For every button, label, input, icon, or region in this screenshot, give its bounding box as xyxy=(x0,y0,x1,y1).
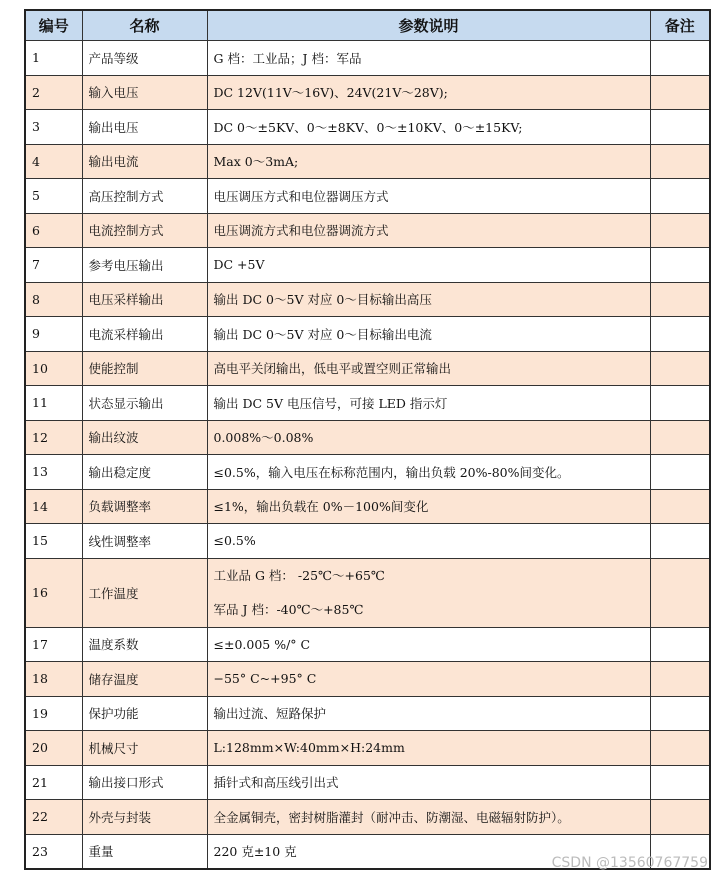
cell-name: 电流控制方式 xyxy=(82,213,207,248)
description-line: −55° C~+95° C xyxy=(213,671,317,687)
header-description: 参数说明 xyxy=(207,10,650,41)
cell-no: 10 xyxy=(25,351,82,386)
cell-name: 线性调整率 xyxy=(82,524,207,559)
cell-note xyxy=(650,696,710,731)
table-row xyxy=(25,524,710,559)
cell-no: 17 xyxy=(25,627,82,662)
cell-description xyxy=(207,558,650,627)
cell-name: 输出稳定度 xyxy=(82,455,207,490)
table-row xyxy=(25,386,710,421)
cell-name: 机械尺寸 xyxy=(82,731,207,766)
cell-note xyxy=(650,731,710,766)
header-no: 编号 xyxy=(25,10,82,41)
description-line: 输出 DC 5V 电压信号，可接 LED 指示灯 xyxy=(213,395,448,411)
cell-description xyxy=(207,144,650,179)
cell-name: 电压采样输出 xyxy=(82,282,207,317)
cell-no: 7 xyxy=(25,248,82,283)
cell-description xyxy=(207,662,650,697)
cell-description xyxy=(207,386,650,421)
description-line: 插针式和高压线引出式 xyxy=(213,775,339,791)
cell-no: 2 xyxy=(25,75,82,110)
cell-note xyxy=(650,41,710,76)
cell-no: 8 xyxy=(25,282,82,317)
description-line: 0.008%～0.08% xyxy=(213,430,314,446)
table-row xyxy=(25,489,710,524)
cell-name: 输入电压 xyxy=(82,75,207,110)
cell-note xyxy=(650,144,710,179)
cell-note xyxy=(650,248,710,283)
cell-name: 输出电压 xyxy=(82,110,207,145)
cell-description xyxy=(207,282,650,317)
table-row xyxy=(25,800,710,835)
cell-no: 6 xyxy=(25,213,82,248)
description-line: Max 0～3mA; xyxy=(213,154,299,170)
cell-description xyxy=(207,317,650,352)
cell-note xyxy=(650,282,710,317)
description-line: L:128mm×W:40mm×H:24mm xyxy=(213,740,405,756)
cell-description xyxy=(207,213,650,248)
cell-name: 负载调整率 xyxy=(82,489,207,524)
cell-description xyxy=(207,731,650,766)
table-row xyxy=(25,213,710,248)
cell-description xyxy=(207,248,650,283)
cell-note xyxy=(650,524,710,559)
description-line: DC +5V xyxy=(213,257,265,273)
header-note: 备注 xyxy=(650,10,710,41)
description-line: 军品 J 档：-40℃～+85℃ xyxy=(213,601,364,617)
description-line: G 档：工业品；J 档：军品 xyxy=(213,50,362,66)
table-row xyxy=(25,765,710,800)
cell-description xyxy=(207,179,650,214)
cell-note xyxy=(650,213,710,248)
cell-note xyxy=(650,110,710,145)
cell-no: 16 xyxy=(25,558,82,627)
cell-description xyxy=(207,75,650,110)
cell-note xyxy=(650,627,710,662)
cell-name: 产品等级 xyxy=(82,41,207,76)
description-line: 全金属铜壳，密封树脂灌封（耐冲击、防潮湿、电磁辐射防护）。 xyxy=(213,809,570,825)
cell-name: 重量 xyxy=(82,834,207,869)
cell-no: 12 xyxy=(25,420,82,455)
description-line: DC 12V(11V～16V)、24V(21V～28V); xyxy=(213,85,448,101)
cell-no: 3 xyxy=(25,110,82,145)
description-line: 输出过流、短路保护 xyxy=(213,706,327,722)
table-row xyxy=(25,558,710,627)
cell-note xyxy=(650,317,710,352)
cell-no: 9 xyxy=(25,317,82,352)
cell-no: 13 xyxy=(25,455,82,490)
cell-note xyxy=(650,386,710,421)
cell-description xyxy=(207,420,650,455)
cell-no: 18 xyxy=(25,662,82,697)
header-row xyxy=(25,10,710,41)
cell-description xyxy=(207,41,650,76)
table-row xyxy=(25,41,710,76)
table-row xyxy=(25,731,710,766)
table-row xyxy=(25,75,710,110)
table-row xyxy=(25,696,710,731)
cell-description xyxy=(207,455,650,490)
table-row xyxy=(25,110,710,145)
description-line: 电压调压方式和电位器调压方式 xyxy=(213,188,389,204)
table-row xyxy=(25,627,710,662)
description-line: 电压调流方式和电位器调流方式 xyxy=(213,223,389,239)
cell-name: 工作温度 xyxy=(82,558,207,627)
cell-name: 电流采样输出 xyxy=(82,317,207,352)
description-line: 输出 DC 0～5V 对应 0～目标输出电流 xyxy=(213,326,432,342)
cell-name: 状态显示输出 xyxy=(82,386,207,421)
cell-no: 22 xyxy=(25,800,82,835)
table-row xyxy=(25,662,710,697)
table-row xyxy=(25,248,710,283)
cell-name: 保护功能 xyxy=(82,696,207,731)
header-name: 名称 xyxy=(82,10,207,41)
cell-note xyxy=(650,558,710,627)
cell-description xyxy=(207,627,650,662)
cell-note xyxy=(650,765,710,800)
cell-no: 19 xyxy=(25,696,82,731)
cell-name: 高压控制方式 xyxy=(82,179,207,214)
table-row xyxy=(25,144,710,179)
table-row xyxy=(25,455,710,490)
cell-no: 4 xyxy=(25,144,82,179)
cell-no: 21 xyxy=(25,765,82,800)
cell-name: 外壳与封装 xyxy=(82,800,207,835)
cell-name: 使能控制 xyxy=(82,351,207,386)
description-line: 输出 DC 0～5V 对应 0～目标输出高压 xyxy=(213,292,432,308)
cell-note xyxy=(650,351,710,386)
cell-name: 温度系数 xyxy=(82,627,207,662)
cell-no: 23 xyxy=(25,834,82,869)
table-row xyxy=(25,282,710,317)
table-row xyxy=(25,317,710,352)
cell-name: 输出纹波 xyxy=(82,420,207,455)
watermark: CSDN @13560767759 xyxy=(551,855,708,871)
cell-note xyxy=(650,179,710,214)
cell-note xyxy=(650,455,710,490)
cell-description xyxy=(207,351,650,386)
cell-description xyxy=(207,110,650,145)
cell-note xyxy=(650,420,710,455)
cell-description xyxy=(207,489,650,524)
description-line: 高电平关闭输出，低电平或置空则正常输出 xyxy=(213,361,452,377)
cell-description xyxy=(207,800,650,835)
table-row xyxy=(25,420,710,455)
cell-note xyxy=(650,489,710,524)
description-line: ≤0.5% xyxy=(213,533,256,549)
cell-no: 1 xyxy=(25,41,82,76)
description-line: ≤±0.005 %/° C xyxy=(213,636,311,652)
spec-table xyxy=(24,9,711,870)
description-line: ≤0.5%，输入电压在标称范围内，输出负载 20%-80%间变化。 xyxy=(213,464,570,480)
cell-no: 20 xyxy=(25,731,82,766)
cell-no: 15 xyxy=(25,524,82,559)
description-line: 工业品 G 档： -25℃～+65℃ xyxy=(213,567,385,583)
cell-note xyxy=(650,800,710,835)
cell-description xyxy=(207,765,650,800)
description-line: 220 克±10 克 xyxy=(213,844,297,860)
cell-name: 输出接口形式 xyxy=(82,765,207,800)
cell-note xyxy=(650,75,710,110)
cell-description xyxy=(207,696,650,731)
cell-no: 11 xyxy=(25,386,82,421)
table-row xyxy=(25,179,710,214)
cell-no: 14 xyxy=(25,489,82,524)
cell-name: 储存温度 xyxy=(82,662,207,697)
cell-name: 参考电压输出 xyxy=(82,248,207,283)
cell-name: 输出电流 xyxy=(82,144,207,179)
table-row xyxy=(25,351,710,386)
cell-description xyxy=(207,524,650,559)
cell-no: 5 xyxy=(25,179,82,214)
description-line: DC 0～±5KV、0～±8KV、0～±10KV、0～±15KV; xyxy=(213,119,523,135)
cell-note xyxy=(650,662,710,697)
description-line: ≤1%，输出负载在 0%－100%间变化 xyxy=(213,499,429,515)
